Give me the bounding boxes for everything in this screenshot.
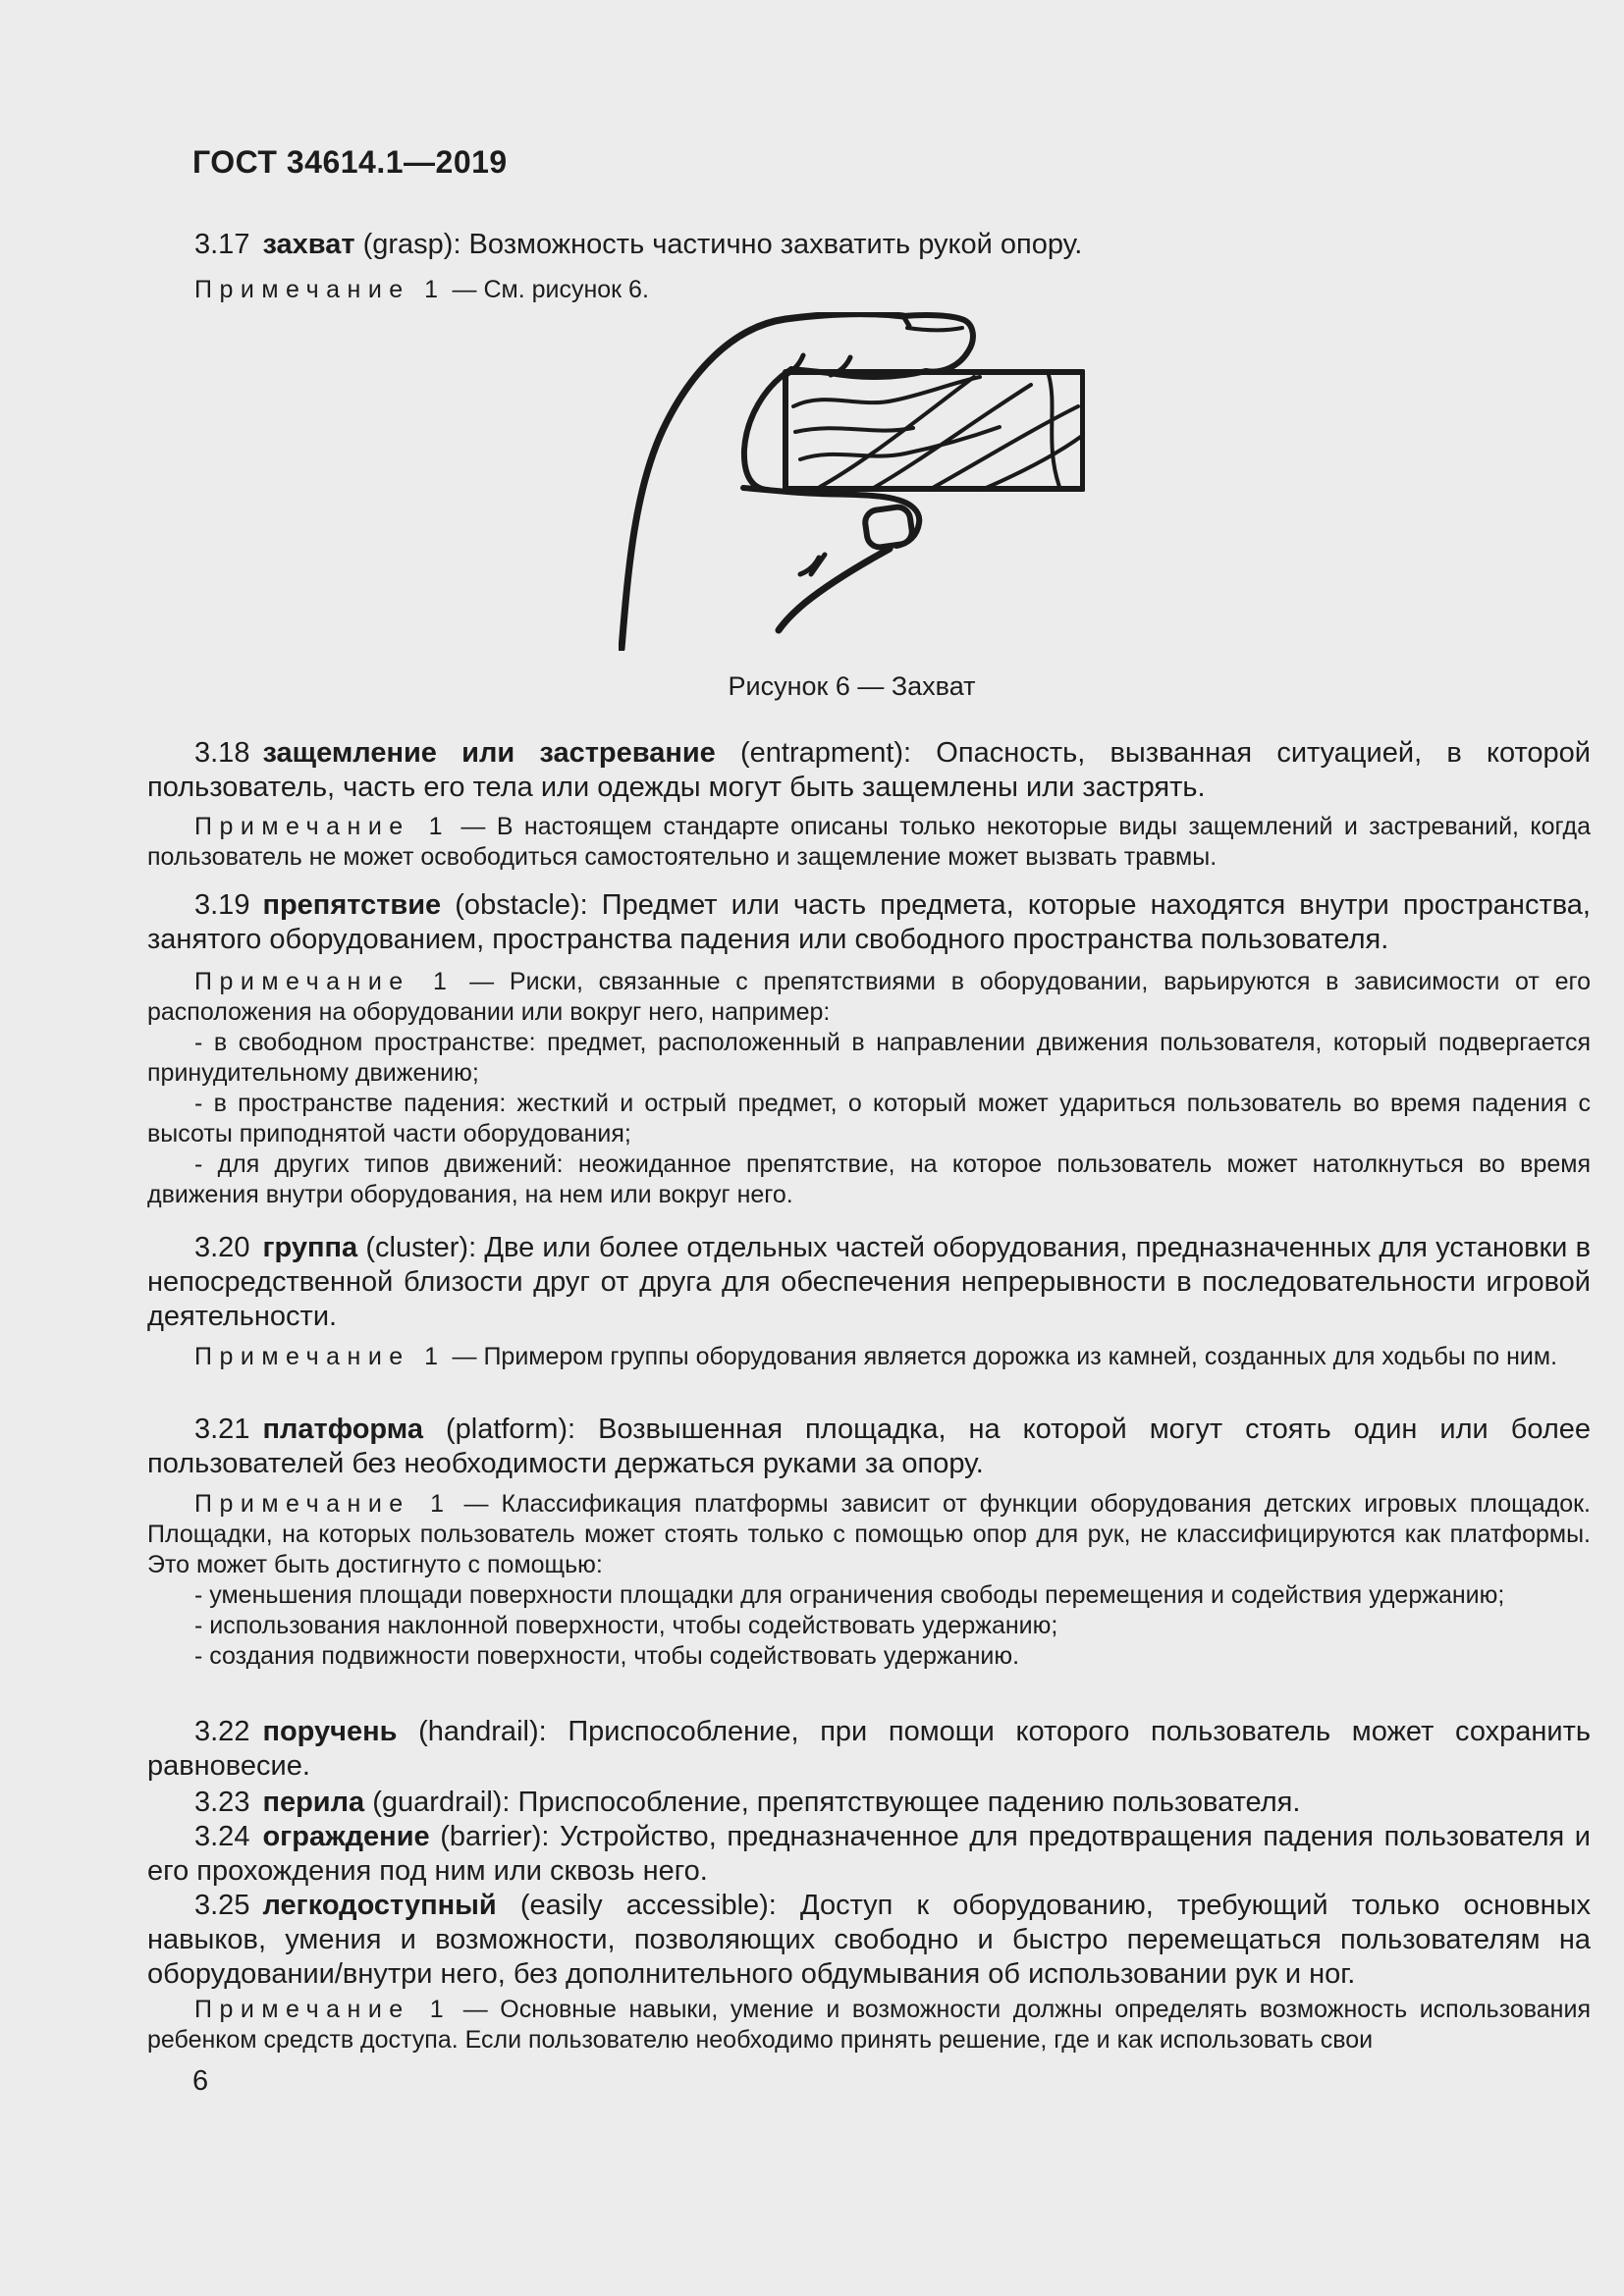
term-number: 3.25 [194, 1890, 250, 1921]
term-word: платформа [262, 1414, 423, 1445]
term-word: группа [262, 1232, 358, 1263]
note-label: Примечание 1 [194, 813, 451, 840]
wood-grain-lines [793, 375, 1082, 489]
term-definition: (barrier): Устройство, предназначенное для предотвращения падения пользователя и его прохождения под ним или сквозь него. [147, 1821, 1591, 1887]
note-text: — Основные навыки, умение и возможности должны определять возможность использования ребенком средств доступа. Если пользователю необходимо принять решение, где и как использовать свои [147, 1996, 1591, 2054]
page-header: ГОСТ 34614.1—2019 [192, 144, 508, 180]
note-text: — Классификация платформы зависит от функции оборудования детских игровых площадок. Площадки, на которых пользователь может стоять только с помощью опор для рук, не классифицируются как платформы. Это может быть достигнуто с помощью: [147, 1490, 1591, 1578]
note-list-item: - для других типов движений: неожиданное препятствие, на которое пользователь может натолкнуться во время движения внутри оборудования, на нем или вокруг него. [147, 1150, 1591, 1208]
term-3-19 [147, 888, 1591, 957]
term-definition: (cluster): Две или более отдельных частей оборудования, предназначенных для установки в непосредственной близости друг от друга для обеспечения непрерывности в последовательности игровой деятельности. [147, 1232, 1591, 1332]
note-text: — Примером группы оборудования является дорожка из камней, созданных для ходьбы по ним. [452, 1343, 1558, 1370]
term-definition: (guardrail): Приспособление, препятствующее падению пользователя. [364, 1787, 1301, 1818]
term-3-25 [147, 1889, 1591, 1992]
term-number: 3.20 [194, 1232, 250, 1263]
fingernail-line [907, 328, 962, 330]
hand-back-outline [622, 314, 903, 649]
term-word: поручень [262, 1716, 398, 1747]
note-3-19 [147, 967, 1591, 1210]
term-3-23 [147, 1786, 1591, 1820]
term-3-22 [147, 1715, 1591, 1784]
term-definition: (platform): Возвышенная площадка, на которой могут стоять один или более пользователей без необходимости держаться руками за опору. [147, 1414, 1591, 1479]
note-list-item: - уменьшения площади поверхности площадки для ограничения свободы перемещения и содействия удержанию; [194, 1581, 1505, 1609]
note-3-21 [147, 1489, 1591, 1672]
term-number: 3.24 [194, 1821, 250, 1852]
note-text: — В настоящем стандарте описаны только некоторые виды защемлений и застреваний, когда пользователь не может освободиться самостоятельно и защемление может вызвать травмы. [147, 813, 1591, 871]
note-label: Примечание 1 [194, 1343, 446, 1370]
term-word: перила [262, 1787, 365, 1818]
thumb-top-outline [787, 492, 919, 546]
term-number: 3.22 [194, 1716, 250, 1747]
term-3-17 [147, 228, 1591, 262]
term-3-18 [147, 736, 1591, 805]
term-definition: (easily accessible): Доступ к оборудованию, требующий только основных навыков, умения и возможности, позволяющих свободно и быстро перемещаться пользователям на оборудовании/внутри него, без дополнительного обдумывания об использовании рук и ног. [147, 1890, 1591, 1990]
term-word: легкодоступный [262, 1890, 497, 1921]
note-3-20 [147, 1342, 1591, 1372]
note-text: — См. рисунок 6. [452, 276, 649, 303]
term-number: 3.18 [194, 737, 250, 769]
term-number: 3.23 [194, 1787, 250, 1818]
note-list-item: - создания подвижности поверхности, чтобы содействовать удержанию. [194, 1642, 1020, 1670]
term-definition: (entrapment): Опасность, вызванная ситуацией, в которой пользователь, часть его тела или одежды могут быть защемлены или застрять. [147, 737, 1591, 803]
note-3-18 [147, 812, 1591, 873]
note-list-item: - в свободном пространстве: предмет, расположенный в направлении движения пользователя, который подвергается принудительному движению; [147, 1029, 1591, 1087]
term-definition: (grasp): Возможность частично захватить рукой опору. [354, 229, 1083, 260]
term-number: 3.21 [194, 1414, 250, 1445]
bar-bottom-under-hand [743, 488, 787, 492]
note-label: Примечание 1 [194, 1996, 452, 2023]
term-3-21 [147, 1413, 1591, 1481]
page-number: 6 [192, 2065, 209, 2097]
hand-grasping-bar-drawing [619, 312, 1085, 651]
note-list-item: - использования наклонной поверхности, чтобы содействовать удержанию; [194, 1612, 1058, 1639]
term-definition: (obstacle): Предмет или часть предмета, которые находятся внутри пространства, занятого оборудованием, пространства падения или свободного пространства пользователя. [147, 889, 1591, 955]
term-definition: (handrail): Приспособление, при помощи которого пользователь может сохранить равновесие. [147, 1716, 1591, 1782]
term-3-24 [147, 1820, 1591, 1889]
note-label: Примечание 1 [194, 1490, 452, 1518]
thumb-crease-2 [800, 558, 819, 574]
term-word: захват [262, 229, 355, 260]
term-number: 3.17 [194, 229, 250, 260]
note-label: Примечание 1 [194, 968, 455, 995]
note-3-25 [147, 1995, 1591, 2056]
figure-6-grasp-illustration [619, 312, 1085, 651]
term-word: ограждение [262, 1821, 430, 1852]
note-text: — Риски, связанные с препятствиями в оборудовании, варьируются в зависимости от его расположения на оборудовании или вокруг него, например: [147, 968, 1591, 1026]
note-list-item: - в пространстве падения: жесткий и острый предмет, о который может удариться пользователь во время падения с высоты приподнятой части оборудования; [147, 1090, 1591, 1148]
thumbnail [864, 506, 914, 549]
term-number: 3.19 [194, 889, 250, 921]
figure-6-caption: Рисунок 6 — Захват [728, 671, 976, 701]
fingertip-outline [903, 315, 973, 372]
note-label: Примечание 1 [194, 276, 446, 303]
term-word: защемление или застревание [262, 737, 716, 769]
term-word: препятствие [262, 889, 442, 921]
thumb-underside [779, 549, 890, 630]
note-3-17 [147, 275, 1591, 305]
term-3-20 [147, 1231, 1591, 1334]
